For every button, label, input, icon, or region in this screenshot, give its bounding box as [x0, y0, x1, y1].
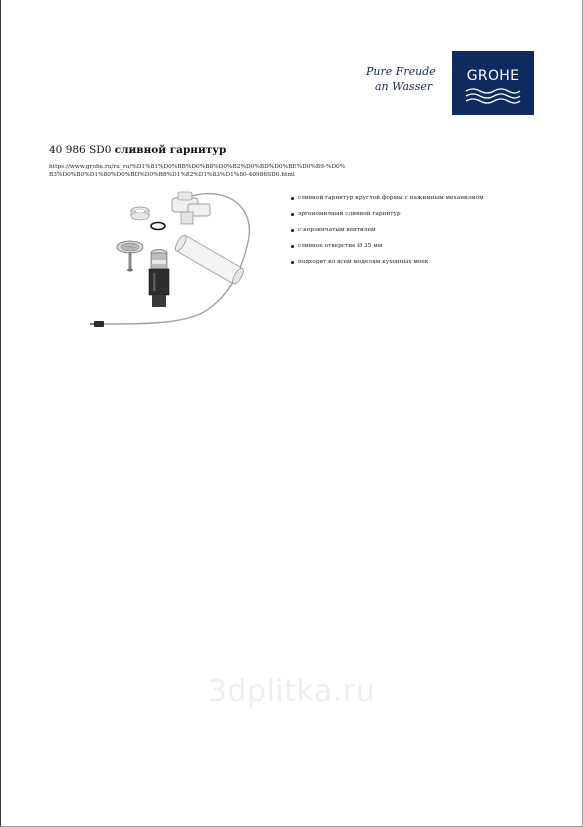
product-code: 40 986 SD0: [49, 144, 112, 156]
watermark: 3dplitka.ru: [207, 674, 376, 709]
feature-item: сливной гарнитур круглой формы с нажимным механизмом: [290, 190, 484, 206]
brand-slogan-line2: an Wasser: [375, 80, 433, 93]
logo-text: GROHE: [466, 68, 520, 84]
brand-slogan-line1: Pure Freude: [366, 65, 436, 78]
feature-item: сливное отверстие Ø 35 мм: [290, 238, 484, 254]
feature-item: с корзинчатым вентилем: [290, 222, 484, 238]
product-image: [88, 190, 268, 332]
product-title: [49, 144, 226, 156]
feature-item: эргономичный сливной гарнитур: [290, 206, 484, 222]
feature-item: подходит ко всем моделям кухонных моек: [290, 254, 484, 270]
brand-slogan: [366, 64, 446, 104]
grohe-logo: [452, 51, 534, 115]
product-name: сливной гарнитур: [114, 144, 227, 156]
logo-waves-icon: [464, 87, 522, 105]
product-url[interactable]: https://www.grohe.ru/ru_ru/%D1%81%D0%BB%D0%B8%D0%B2%D0%BD%D0%BE%D0%B9-%D0%B3%D0%B0%D1%80%D0%BD%D0%B8%D1%82%D1%83%D1%80-40986SD0.html: [49, 164, 346, 178]
feature-list: [290, 190, 484, 270]
